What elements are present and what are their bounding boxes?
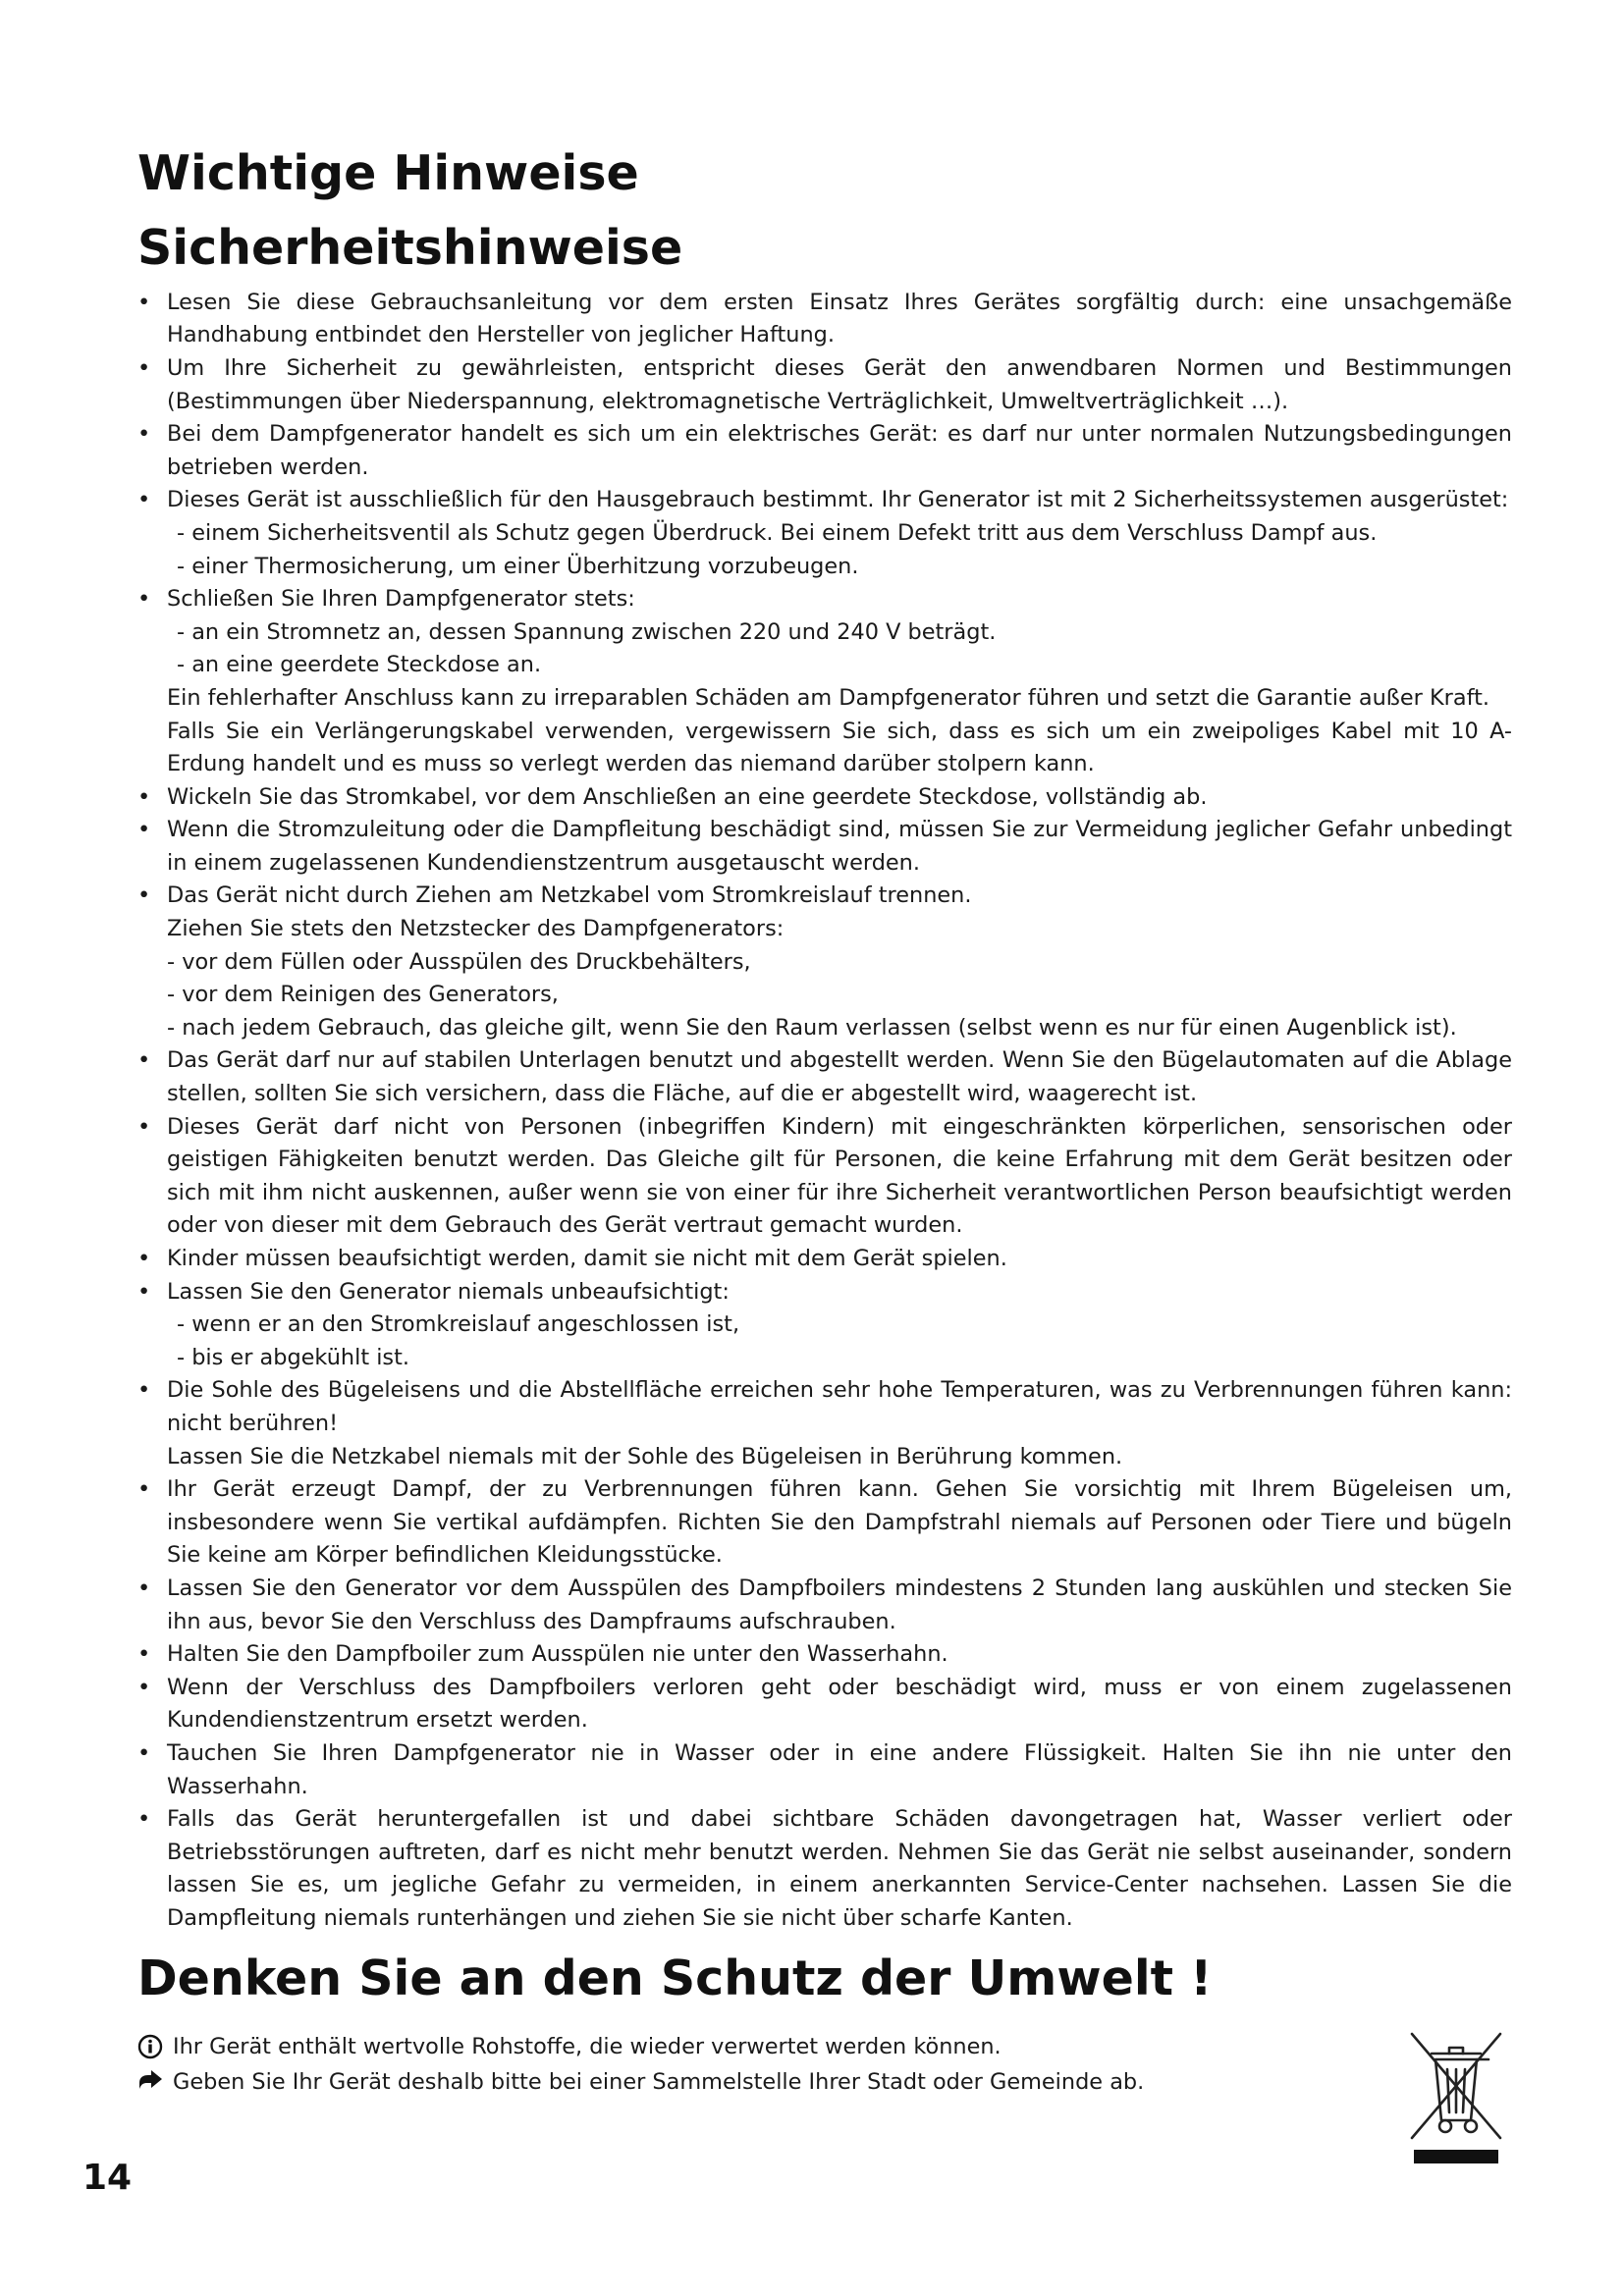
list-item: • Um Ihre Sicherheit zu gewährleisten, entspricht dieses Gerät den anwendbaren Normen und Bestimmungen (Bestimmungen über Niederspannung, elektromagnetische Verträglichkeit, Umweltverträglichkeit …). xyxy=(137,352,1512,418)
list-item: • Das Gerät darf nur auf stabilen Unterlagen benutzt und abgestellt werden. Wenn Sie den Bügelautomaten auf die Ablage stellen, sollten Sie sich versichern, dass die Fläche, auf die er abgestellt wird, waagerecht ist. xyxy=(137,1044,1512,1110)
page-content xyxy=(137,147,1512,2100)
continuation-text: Ein fehlerhafter Anschluss kann zu irreparablen Schäden am Dampfgenerator führen und setzt die Garantie außer Kraft. xyxy=(167,684,1489,711)
list-item: • Das Gerät nicht durch Ziehen am Netzkabel vom Stromkreislauf trennen. Ziehen Sie stets den Netzstecker des Dampfgenerators: - vor dem Füllen oder Ausspülen des Druckbehälters, - vor dem Reinigen des Generators, - nach jedem Gebrauch, das gleiche gilt, wenn Sie den Raum verlassen (selbst wenn es nur für einen Augenblick ist). xyxy=(137,880,1512,1044)
list-item: • Lesen Sie diese Gebrauchsanleitung vor dem ersten Einsatz Ihres Gerätes sorgfältig durch: eine unsachgemäße Handhabung entbindet den Hersteller von jeglicher Haftung. xyxy=(137,287,1512,352)
section-title-safety: Sicherheitshinweise xyxy=(137,219,683,276)
sub-item: - einer Thermosicherung, um einer Überhitzung vorzubeugen. xyxy=(177,553,859,579)
list-item: • Tauchen Sie Ihren Dampfgenerator nie in Wasser oder in eine andere Flüssigkeit. Halten Sie ihn nie unter den Wasserhahn. xyxy=(137,1737,1512,1803)
list-item: • Wenn die Stromzuleitung oder die Dampfleitung beschädigt sind, müssen Sie zur Vermeidung jeglicher Gefahr unbedingt in einem zugelassenen Kundendienstzentrum ausgetauscht werden. xyxy=(137,814,1512,880)
sub-item: - vor dem Reinigen des Generators, xyxy=(167,982,559,1008)
list-item: • Wickeln Sie das Stromkabel, vor dem Anschließen an eine geerdete Steckdose, vollständig ab. xyxy=(137,781,1512,815)
list-item: • Dieses Gerät ist ausschließlich für den Hausgebrauch bestimmt. Ihr Generator ist mit 2 Sicherheitssystemen ausgerüstet: - einem Sicherheitsventil als Schutz gegen Überdruck. Bei einem Defekt tritt aus dem Verschluss Dampf aus. - einer Thermosicherung, um einer Überhitzung vorzubeugen. xyxy=(137,484,1512,583)
list-item: • Halten Sie den Dampfboiler zum Ausspülen nie unter den Wasserhahn. xyxy=(137,1638,1512,1672)
list-item: • Lassen Sie den Generator vor dem Ausspülen des Dampfboilers mindestens 2 Stunden lang auskühlen und stecken Sie ihn aus, bevor Sie den Verschluss des Dampfraums aufschrauben. xyxy=(137,1573,1512,1638)
crossed-out-wheelie-bin-icon xyxy=(1406,2030,1506,2167)
info-icon xyxy=(137,2034,163,2059)
environment-action: Geben Sie Ihr Gerät deshalb bitte bei einer Sammelstelle Ihrer Stadt oder Gemeinde ab. xyxy=(137,2064,1316,2100)
list-item: • Wenn der Verschluss des Dampfboilers verloren geht oder beschädigt wird, muss er von einem zugelassenen Kundendienstzentrum ersetzt werden. xyxy=(137,1672,1512,1737)
list-item: • Kinder müssen beaufsichtigt werden, damit sie nicht mit dem Gerät spielen. xyxy=(137,1243,1512,1276)
sub-item: - wenn er an den Stromkreislauf angeschlossen ist, xyxy=(177,1311,740,1338)
safety-list xyxy=(137,287,1512,1936)
page-title: Wichtige Hinweise xyxy=(137,145,639,201)
continuation-text: Lassen Sie die Netzkabel niemals mit der Sohle des Bügeleisen in Berührung kommen. xyxy=(167,1443,1123,1469)
sub-item: - vor dem Füllen oder Ausspülen des Druckbehälters, xyxy=(167,948,751,975)
environment-info: Ihr Gerät enthält wertvolle Rohstoffe, die wieder verwertet werden können. xyxy=(137,2029,1316,2064)
page-number: 14 xyxy=(82,2158,133,2198)
list-item: • Lassen Sie den Generator niemals unbeaufsichtigt: - wenn er an den Stromkreislauf angeschlossen ist, - bis er abgekühlt ist. xyxy=(137,1276,1512,1375)
sub-item: - an ein Stromnetz an, dessen Spannung zwischen 220 und 240 V beträgt. xyxy=(177,618,997,645)
list-item: • Schließen Sie Ihren Dampfgenerator stets: - an ein Stromnetz an, dessen Spannung zwischen 220 und 240 V beträgt. - an eine geerdete Steckdose an. Ein fehlerhafter Anschluss kann zu irreparablen Schäden am Dampfgenerator führen und setzt die Garantie außer Kraft. Falls Sie ein Verlängerungskabel verwenden, vergewissern Sie sich, dass es sich um ein zweipoliges Kabel mit 10 A-Erdung handelt und es muss so verlegt werden das niemand darüber stolpern kann. xyxy=(137,583,1512,781)
continuation-text: Ziehen Sie stets den Netzstecker des Dampfgenerators: xyxy=(167,916,785,942)
sub-item: - einem Sicherheitsventil als Schutz gegen Überdruck. Bei einem Defekt tritt aus dem Verschluss Dampf aus. xyxy=(177,519,1378,546)
section-title-environment: Denken Sie an den Schutz der Umwelt ! xyxy=(137,1950,1213,2007)
list-item: • Dieses Gerät darf nicht von Personen (inbegriffen Kindern) mit eingeschränkten körperlichen, sensorischen oder geistigen Fähigkeiten benutzt werden. Das Gleiche gilt für Personen, die keine Erfahrung mit dem Gerät besitzen oder sich mit ihm nicht auskennen, außer wenn sie von einer für ihre Sicherheit verantwortlichen Person beaufsichtigt werden oder von dieser mit dem Gebrauch des Gerät vertraut gemacht wurden. xyxy=(137,1111,1512,1243)
sub-item: - nach jedem Gebrauch, das gleiche gilt, wenn Sie den Raum verlassen (selbst wenn es nur für einen Augenblick ist). xyxy=(167,1014,1457,1041)
continuation-text: Falls Sie ein Verlängerungskabel verwenden, vergewissern Sie sich, dass es sich um ein zweipoliges Kabel mit 10 A-Erdung handelt und es muss so verlegt werden das niemand darüber stolpern kann. xyxy=(167,718,1512,777)
list-item: • Falls das Gerät heruntergefallen ist und dabei sichtbare Schäden davongetragen hat, Wasser verliert oder Betriebsstörungen auftreten, darf es nicht mehr benutzt werden. Nehmen Sie das Gerät nie selbst auseinander, sondern lassen Sie es, um jegliche Gefahr zu vermeiden, in einem anerkannten Service-Center nachsehen. Lassen Sie die Dampfleitung niemals runterhängen und ziehen Sie sie nicht über scharfe Kanten. xyxy=(137,1803,1512,1935)
sub-item: - bis er abgekühlt ist. xyxy=(177,1344,409,1370)
list-item: • Ihr Gerät erzeugt Dampf, der zu Verbrennungen führen kann. Gehen Sie vorsichtig mit Ihrem Bügeleisen um, insbesondere wenn Sie vertikal aufdämpfen. Richten Sie den Dampfstrahl niemals auf Personen oder Tiere und bügeln Sie keine am Körper befindlichen Kleidungsstücke. xyxy=(137,1473,1512,1573)
sub-item: - an eine geerdete Steckdose an. xyxy=(177,652,542,678)
environment-list xyxy=(137,2029,1316,2100)
list-item: • Bei dem Dampfgenerator handelt es sich um ein elektrisches Gerät: es darf nur unter normalen Nutzungsbedingungen betrieben werden. xyxy=(137,418,1512,484)
arrow-right-icon xyxy=(137,2069,163,2095)
list-item: • Die Sohle des Bügeleisens und die Abstellfläche erreichen sehr hohe Temperaturen, was zu Verbrennungen führen kann: nicht berühren! Lassen Sie die Netzkabel niemals mit der Sohle des Bügeleisen in Berührung kommen. xyxy=(137,1374,1512,1473)
